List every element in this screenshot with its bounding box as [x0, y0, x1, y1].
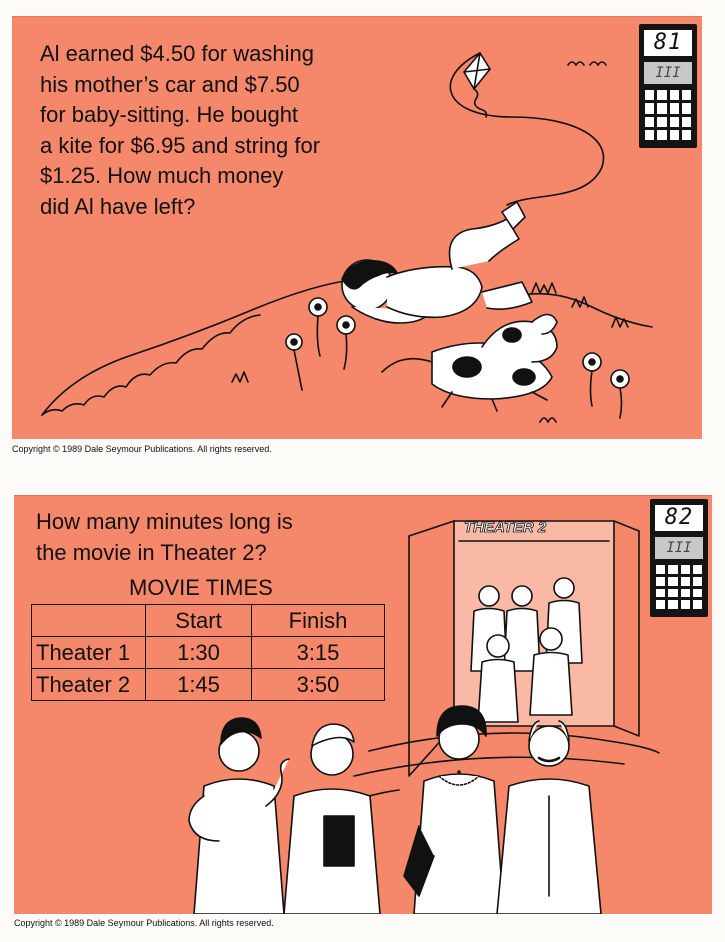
problem-line: How many minutes long is — [36, 509, 293, 534]
table-cell: 1:45 — [146, 669, 252, 701]
problem-card-82 — [14, 495, 712, 914]
problem-line: the movie in Theater 2? — [36, 540, 267, 565]
problem-line: for baby-sitting. He bought — [40, 102, 299, 127]
card-number: 82 — [655, 505, 703, 531]
table-cell: Theater 2 — [32, 669, 146, 701]
copyright-text: Copyright © 1989 Dale Seymour Publications. All rights reserved. — [14, 918, 274, 928]
table-cell: 3:50 — [252, 669, 385, 701]
calculator-strip: III — [644, 62, 692, 84]
table-header-cell: Start — [146, 605, 252, 637]
table-title: MOVIE TIMES — [129, 575, 273, 600]
table-cell: 3:15 — [252, 637, 385, 669]
problem-line: his mother’s car and $7.50 — [40, 71, 300, 97]
problem-line: Al earned $4.50 for washing — [40, 41, 314, 66]
table-header-cell: Finish — [252, 605, 385, 637]
table-cell: Theater 1 — [32, 637, 146, 669]
table-cell: 1:30 — [146, 637, 252, 669]
card-number: 81 — [644, 30, 692, 56]
theater-crowd-illustration — [14, 496, 712, 914]
problem-card-81 — [12, 16, 702, 439]
boy-with-kite-illustration — [12, 17, 702, 439]
dog-illustration — [382, 315, 557, 412]
boy-illustration — [189, 718, 289, 914]
copyright-text: Copyright © 1989 Dale Seymour Publications. All rights reserved. — [12, 444, 272, 454]
problem-line: a kite for $6.95 and string for — [40, 132, 321, 158]
boy-illustration — [284, 724, 380, 914]
woman-illustration — [404, 706, 504, 914]
problem-line: did Al have left? — [40, 193, 196, 219]
theater-sign: THEATER 2 — [464, 519, 547, 536]
calculator-strip: III — [655, 537, 703, 559]
man-illustration — [497, 721, 601, 914]
problem-line: $1.25. How much money — [40, 163, 284, 188]
